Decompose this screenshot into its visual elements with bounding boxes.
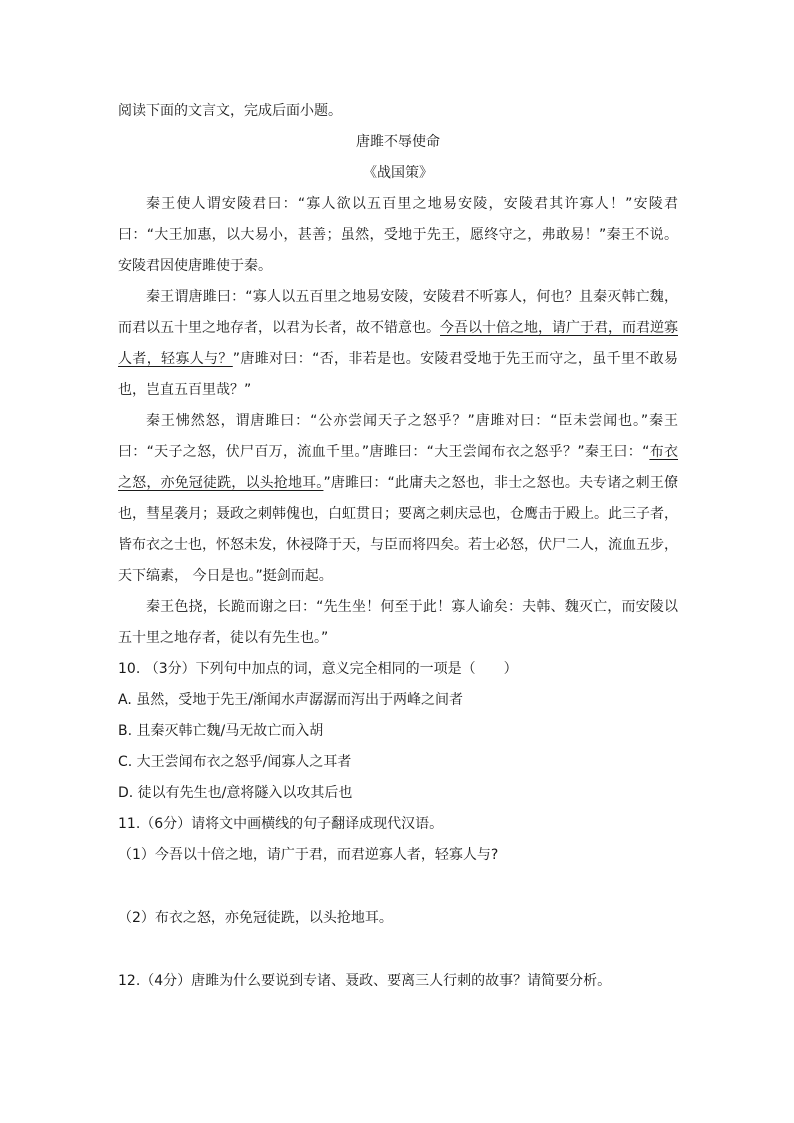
- question-11-sub-2: （2）布衣之怒，亦免冠徒跣，以头抢地耳。: [118, 910, 393, 926]
- question-12-stem: 12.（4分）唐雎为什么要说到专诸、聂政、要离三人行刺的故事？请简要分析。: [118, 973, 612, 989]
- question-10-stem: 10. （3分）下列句中加点的词，意义完全相同的一项是（ ）: [118, 661, 518, 677]
- answer-space-11-1: [118, 871, 678, 903]
- passage-title: 唐雎不辱使命: [356, 134, 440, 150]
- question-10-option-b: B. 且秦灭韩亡魏/马无故亡而入胡: [118, 723, 324, 739]
- question-11-sub-1: （1）今吾以十倍之地，请广于君，而君逆寡人者，轻寡人与?: [118, 847, 499, 863]
- paragraph-2: [118, 282, 678, 406]
- paragraph-2-text-b: ”唐雎对曰：“否，非若是也。安陵君受地于先王而守之，虽千里不敢易也，岂直五百里哉？”: [118, 351, 678, 398]
- underlined-sentence-2: 布衣之怒，亦免冠徒跣，以头抢地耳。: [118, 444, 679, 491]
- paragraph-3-text-b: ”唐雎曰：“此庸夫之怒也，非士之怒也。夫专诸之刺王僚也，彗星袭月；聂政之刺韩傀也，白虹贯日；要离之刺庆忌也，仓鹰击于殿上。此三子者，皆布衣之士也，怀怒未发，休祲降于天，与臣而将四矣。若士必怒，伏尸二人，流血五步，天下缟素， 今日是也。”挺剑而起。: [118, 475, 678, 584]
- paragraph-1: 秦王使人谓安陵君曰：“寡人欲以五百里之地易安陵，安陵君其许寡人！”安陵君曰：“大王加惠，以大易小，甚善；虽然，受地于先王，愿终守之，弗敢易！”秦王不说。安陵君因使唐雎使于秦。: [118, 196, 678, 274]
- question-10-option-d: D. 徒以有先生也/意将隧入以攻其后也: [118, 785, 353, 801]
- question-10-option-c: C. 大王尝闻布衣之怒乎/闻寡人之耳者: [118, 754, 352, 770]
- paragraph-2-text-a: 秦王谓唐雎曰：“寡人以五百里之地易安陵，安陵君不听寡人，何也？且秦灭韩亡魏，而君以五十里之地存者，以君为长者，故不错意也。: [118, 289, 678, 336]
- paragraph-4: 秦王色挠，长跪而谢之曰：“先生坐！何至于此！寡人谕矣：夫韩、魏灭亡，而安陵以五十里之地存者，徒以有先生也。”: [118, 599, 678, 646]
- instruction-text: 阅读下面的文言文，完成后面小题。: [118, 103, 342, 119]
- question-11-stem: 11.（6分）请将文中画横线的句子翻译成现代汉语。: [118, 816, 444, 832]
- document-content: [118, 96, 678, 997]
- answer-space-11-2: [118, 934, 678, 966]
- underlined-sentence-1: 今吾以十倍之地，请广于君，而君逆寡人者，轻寡人与？: [118, 320, 678, 367]
- passage-source: 《战国策》: [363, 165, 433, 181]
- question-10-option-a: A. 虽然，受地于先王/渐闻水声潺潺而泻出于两峰之间者: [118, 692, 463, 708]
- paragraph-3: [118, 406, 678, 592]
- paragraph-3-text-a: 秦王怫然怒，谓唐雎曰：“公亦尝闻天子之怒乎？”唐雎对曰：“臣未尝闻也。”秦王曰：“天子之怒，伏尸百万，流血千里。”唐雎曰：“大王尝闻布衣之怒乎？”秦王曰：“: [118, 413, 678, 460]
